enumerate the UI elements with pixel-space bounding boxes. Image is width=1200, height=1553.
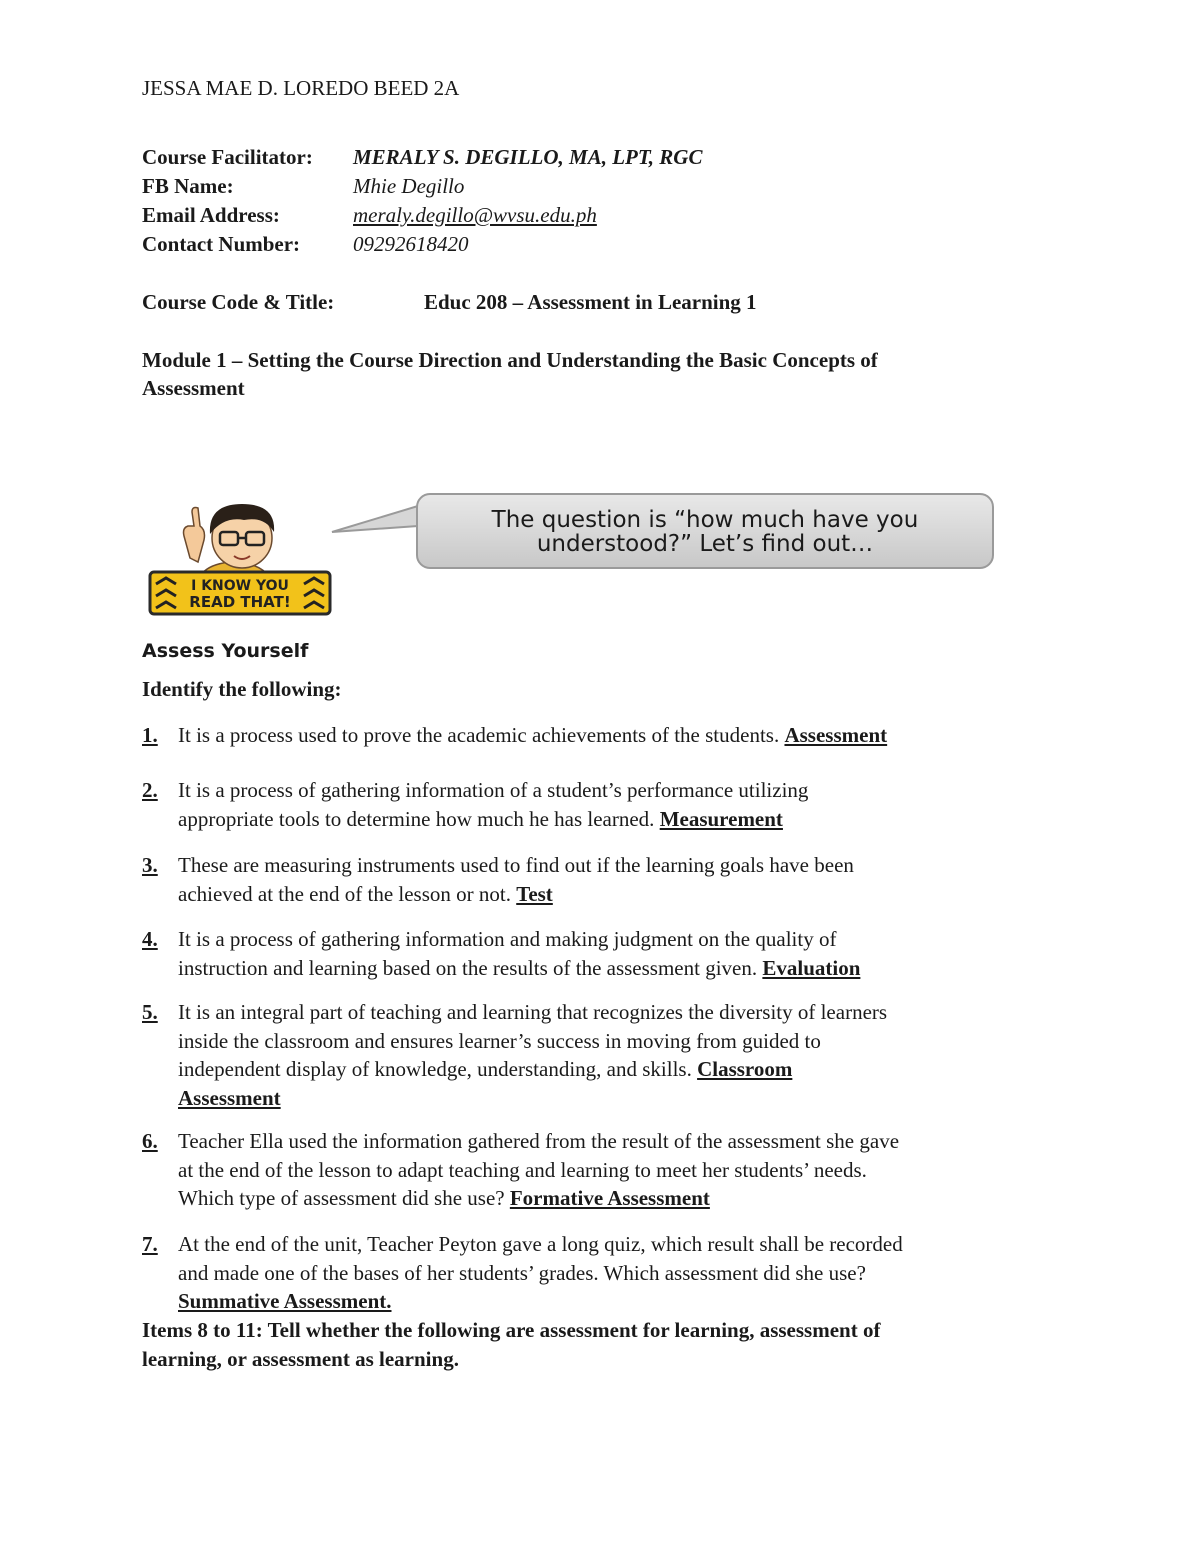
question-item xyxy=(142,1127,1022,1213)
course-code-label: Course Code & Title: xyxy=(142,290,335,314)
question-number: 5. xyxy=(142,1000,158,1024)
answer-text: Assessment xyxy=(784,723,888,747)
answer-text: Summative Assessment. xyxy=(178,1289,392,1313)
answer-text: Assessment xyxy=(178,1085,281,1110)
section-title: Assess Yourself xyxy=(142,640,309,662)
question-number: 6. xyxy=(142,1129,158,1153)
contact-value: 09292618420 xyxy=(353,232,469,256)
question-item xyxy=(142,851,1022,908)
question-text: at the end of the lesson to adapt teaching and learning to meet her students’ needs. xyxy=(178,1157,867,1182)
email-label: Email Address: xyxy=(142,203,280,227)
question-text: At the end of the unit, Teacher Peyton gave a long quiz, which result shall be recorded xyxy=(178,1232,903,1256)
question-number: 2. xyxy=(142,778,158,802)
course-code-value: Educ 208 – Assessment in Learning 1 xyxy=(424,290,757,314)
items-note-line1: Items 8 to 11: Tell whether the following are assessment for learning, assessment of xyxy=(142,1318,881,1342)
question-item xyxy=(142,776,1022,833)
question-text: Teacher Ella used the information gathered from the result of the assessment she gave xyxy=(178,1129,900,1153)
question-text: independent display of knowledge, understanding, and skills. xyxy=(178,1057,698,1081)
question-text: It is a process used to prove the academic achievements of the students. xyxy=(178,723,785,747)
facilitator-value: MERALY S. DEGILLO, MA, LPT, RGC xyxy=(353,145,703,169)
question-number: 1. xyxy=(142,723,158,747)
question-text: These are measuring instruments used to find out if the learning goals have been xyxy=(178,853,854,877)
answer-text: Classroom xyxy=(697,1057,793,1081)
question-text: It is an integral part of teaching and learning that recognizes the diversity of learners xyxy=(178,1000,888,1024)
answer-text: Measurement xyxy=(659,806,783,831)
question-number: 4. xyxy=(142,927,158,951)
items-note-line2: learning, or assessment as learning. xyxy=(142,1347,459,1371)
question-number: 3. xyxy=(142,853,158,877)
speech-bubble-line1: The question is “how much have you xyxy=(491,507,919,533)
question-text: achieved at the end of the lesson or not. xyxy=(178,881,517,906)
question-item xyxy=(142,721,1022,750)
answer-text: Test xyxy=(516,881,553,906)
question-number: 7. xyxy=(142,1232,158,1256)
answer-text: Evaluation xyxy=(762,955,861,980)
sign-text-line2: READ THAT! xyxy=(189,593,291,611)
question-text: It is a process of gathering information and making judgment on the quality of xyxy=(178,927,837,951)
sign-text-line1: I KNOW YOU xyxy=(191,578,289,594)
module-title-line2: Assessment xyxy=(142,376,245,400)
question-text: inside the classroom and ensures learner’s success in moving from guided to xyxy=(178,1028,821,1053)
speech-bubble xyxy=(416,493,994,569)
speech-bubble-line2: understood?” Let’s find out… xyxy=(536,531,874,557)
contact-label: Contact Number: xyxy=(142,232,301,256)
facilitator-label: Course Facilitator: xyxy=(142,145,313,169)
student-name-line: JESSA MAE D. LOREDO BEED 2A xyxy=(142,76,460,100)
question-item xyxy=(142,1230,1022,1316)
fb-name-label: FB Name: xyxy=(142,174,234,198)
mascot-illustration xyxy=(148,498,334,618)
question-text: It is a process of gathering information of a student’s performance utilizing xyxy=(178,778,809,802)
hand-icon xyxy=(184,508,205,563)
question-text: and made one of the bases of her students’ grades. Which assessment did she use? xyxy=(178,1260,866,1285)
speech-bubble-tail xyxy=(328,500,422,540)
question-text: instruction and learning based on the results of the assessment given. xyxy=(178,955,763,980)
question-text: Which type of assessment did she use? xyxy=(178,1186,510,1210)
module-title-line1: Module 1 – Setting the Course Direction and Understanding the Basic Concepts of xyxy=(142,348,878,372)
answer-text: Formative Assessment xyxy=(509,1186,710,1210)
email-link[interactable]: meraly.degillo@wvsu.edu.ph xyxy=(353,203,597,227)
section-instruction: Identify the following: xyxy=(142,677,342,701)
question-text: appropriate tools to determine how much he has learned. xyxy=(178,806,660,831)
question-item xyxy=(142,998,1022,1112)
question-item xyxy=(142,925,1022,982)
fb-name-value: Mhie Degillo xyxy=(353,174,465,198)
